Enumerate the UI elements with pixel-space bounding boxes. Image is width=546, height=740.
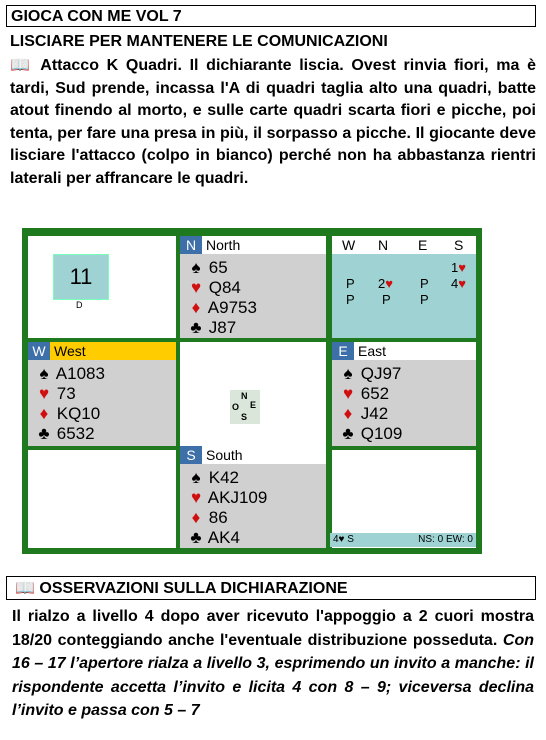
contract-label: 4♥ S: [333, 534, 354, 545]
auction-bid: 1♥: [451, 260, 466, 275]
club-icon: ♣: [38, 424, 50, 443]
north-header: [180, 236, 326, 254]
auction-bid: 2♥: [378, 276, 393, 291]
west-hand: [28, 342, 176, 446]
diamond-icon: ♦: [191, 298, 201, 317]
auction-bid: P: [346, 292, 355, 307]
heart-icon: ♥: [190, 488, 202, 507]
board-number-panel: [28, 236, 176, 338]
section-heading: LISCIARE PER MANTENERE LE COMUNICAZIONI: [10, 33, 388, 50]
north-clubs-cards: J87: [208, 318, 237, 337]
diamond-icon: ♦: [191, 508, 201, 527]
west-header: [28, 342, 176, 360]
south-clubs-cards: AK4: [207, 528, 240, 547]
north-spades: [188, 258, 228, 278]
east-clubs-cards: Q109: [360, 424, 403, 443]
west-spades: [36, 364, 105, 384]
table-center: [180, 342, 326, 446]
compass-s: S: [241, 412, 248, 422]
east-badge: E: [332, 342, 354, 360]
west-badge: W: [28, 342, 50, 360]
observations-paragraph: [12, 605, 534, 723]
west-diamonds: [36, 404, 100, 424]
north-clubs: [188, 318, 236, 338]
west-spades-cards: A1083: [55, 364, 105, 383]
auction-bid: P: [420, 276, 429, 291]
south-header: [180, 446, 326, 464]
north-hand: [180, 236, 326, 338]
intro-paragraph: [10, 55, 536, 191]
north-hearts: [188, 278, 241, 298]
contract-status-bar: [330, 533, 476, 547]
auction-header: [332, 236, 476, 254]
compass-n: N: [241, 391, 248, 401]
north-diamonds-cards: A9753: [207, 298, 257, 317]
east-diamonds-cards: J42: [360, 404, 389, 423]
spade-icon: ♠: [39, 364, 49, 383]
east-clubs: [340, 424, 402, 444]
spade-icon: ♠: [343, 364, 353, 383]
empty-panel: [28, 450, 176, 548]
south-spades-cards: K42: [208, 468, 239, 487]
north-badge: N: [180, 236, 202, 254]
auction-bid: P: [420, 292, 429, 307]
east-hand: [332, 342, 476, 446]
auction-col-s: S: [454, 237, 464, 253]
south-diamonds: [188, 508, 228, 528]
south-diamonds-cards: 86: [208, 508, 228, 527]
compass-rose: [230, 390, 260, 424]
auction-panel: [332, 236, 476, 338]
west-diamonds-cards: KQ10: [56, 404, 101, 423]
observations-heading: OSSERVAZIONI SULLA DICHIARAZIONE: [39, 580, 348, 597]
document-title: GIOCA CON ME VOL 7: [6, 5, 536, 27]
east-hearts: [340, 384, 389, 404]
heart-icon: ♥: [342, 384, 354, 403]
west-hearts-cards: 73: [56, 384, 76, 403]
north-hearts-cards: Q84: [208, 278, 241, 297]
north-label: North: [206, 237, 241, 253]
west-hearts: [36, 384, 76, 404]
south-spades: [188, 468, 239, 488]
compass-e: E: [250, 400, 257, 410]
north-spades-cards: 65: [208, 258, 228, 277]
observations-italic-text: Con 16 – 17 l’apertore rialza a livello 3, esprimendo un invito a manche: il rispondente accetta l’invito e licita 4 con 8 – 9; viceversa declina l’invito e passa con 5 – 7: [12, 631, 534, 719]
east-diamonds: [340, 404, 388, 424]
heart-icon: ♥: [190, 278, 202, 297]
book-icon: 📖: [10, 57, 34, 74]
south-hand: [180, 446, 326, 548]
diamond-icon: ♦: [343, 404, 353, 423]
south-label: South: [206, 447, 243, 463]
compass-o: O: [232, 402, 240, 412]
east-spades: [340, 364, 401, 384]
auction-bid: P: [382, 292, 391, 307]
dealer-label: D: [76, 300, 83, 310]
auction-bid: 4♥: [451, 276, 466, 291]
auction-col-e: E: [418, 237, 428, 253]
east-spades-cards: QJ97: [360, 364, 402, 383]
west-clubs-cards: 6532: [56, 424, 95, 443]
diamond-icon: ♦: [39, 404, 49, 423]
south-clubs: [188, 528, 240, 548]
intro-text: Attacco K Quadri. Il dichiarante liscia. Ovest rinvia fiori, ma è tardi, Sud prende, incassa l'A di quadri taglia alto una quadri, batte atout finendo al morto, e sulle carte quadri scarta fiori e picche, poi tenta, per fare una presa in più, il sorpasso a picche. Il giocante deve lisciare l'attacco (colpo in bianco) perché non ha abbastanza rientri laterali per affrancare le quadri.: [10, 57, 537, 187]
book-icon: 📖: [15, 580, 35, 597]
observations-heading-box: [6, 576, 536, 600]
east-header: [332, 342, 476, 360]
heart-icon: ♥: [38, 384, 50, 403]
score-label: NS: 0 EW: 0: [418, 534, 473, 545]
south-hearts: [188, 488, 267, 508]
west-label: West: [54, 343, 86, 359]
south-hearts-cards: AKJ109: [207, 488, 268, 507]
auction-col-n: N: [378, 237, 389, 253]
south-badge: S: [180, 446, 202, 464]
club-icon: ♣: [342, 424, 354, 443]
club-icon: ♣: [190, 528, 202, 547]
spade-icon: ♠: [191, 468, 201, 487]
observations-text: Il rialzo a livello 4 dopo aver ricevuto l'appoggio a 2 cuori mostra 18/20 conteggiando anche l'eventuale distribuzione posseduta.: [12, 608, 534, 649]
auction-bid: P: [346, 276, 355, 291]
board-number-box: [53, 254, 109, 300]
east-label: East: [358, 343, 387, 359]
east-hearts-cards: 652: [360, 384, 390, 403]
bridge-deal-diagram: [22, 228, 482, 554]
board-number: 11: [69, 264, 93, 289]
spade-icon: ♠: [191, 258, 201, 277]
north-diamonds: [188, 298, 257, 318]
auction-col-w: W: [342, 237, 356, 253]
club-icon: ♣: [190, 318, 202, 337]
west-clubs: [36, 424, 95, 444]
